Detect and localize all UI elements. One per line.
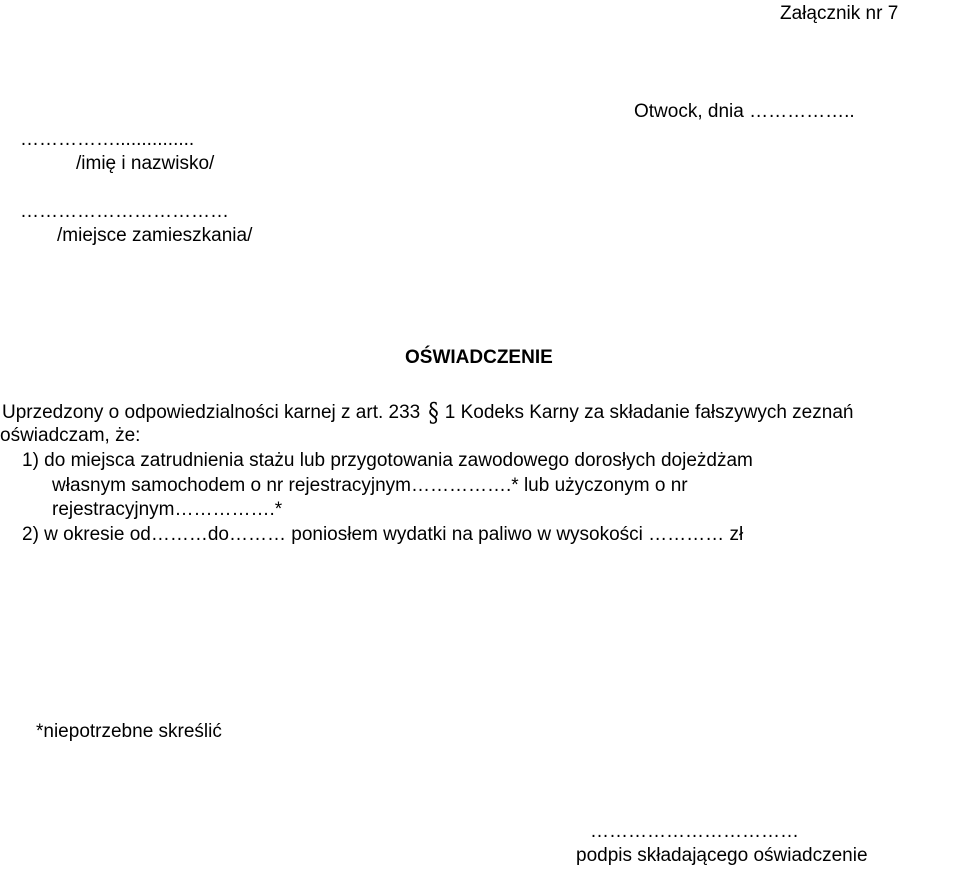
signature-dots: …………………………… [590,821,799,842]
intro-line-2: oświadczam, że: [0,425,141,446]
intro-text-before: Uprzedzony o odpowiedzialności karnej z art. 233 [2,402,421,423]
attachment-label: Załącznik nr 7 [780,3,899,24]
document-title: OŚWIADCZENIE [405,347,553,368]
item-2-line: 2) w okresie od………do……… poniosłem wydatki na paliwo w wysokości ………… zł [22,524,744,545]
section-sign: § [428,397,439,428]
footnote: *niepotrzebne skreślić [36,721,222,742]
item-1-line-1: 1) do miejsca zatrudnienia stażu lub przygotowania zawodowego dorosłych dojeżdżam [22,450,753,471]
intro-line-1 [2,397,854,428]
address-caption: /miejsce zamieszkania/ [57,225,253,246]
item-1-line-2: własnym samochodem o nr rejestracyjnym…………….* lub użyczonym o nr [52,475,688,496]
name-caption: /imię i nazwisko/ [76,153,215,174]
item-1-line-3: rejestracyjnym…………….* [52,499,283,520]
name-dots: ……………............... [20,129,195,150]
signature-caption: podpis składającego oświadczenie [576,845,868,866]
place-date: Otwock, dnia …………….. [634,101,855,122]
address-dots: …………………………… [20,201,229,222]
intro-text-after: 1 Kodeks Karny za składanie fałszywych zeznań [444,402,854,423]
